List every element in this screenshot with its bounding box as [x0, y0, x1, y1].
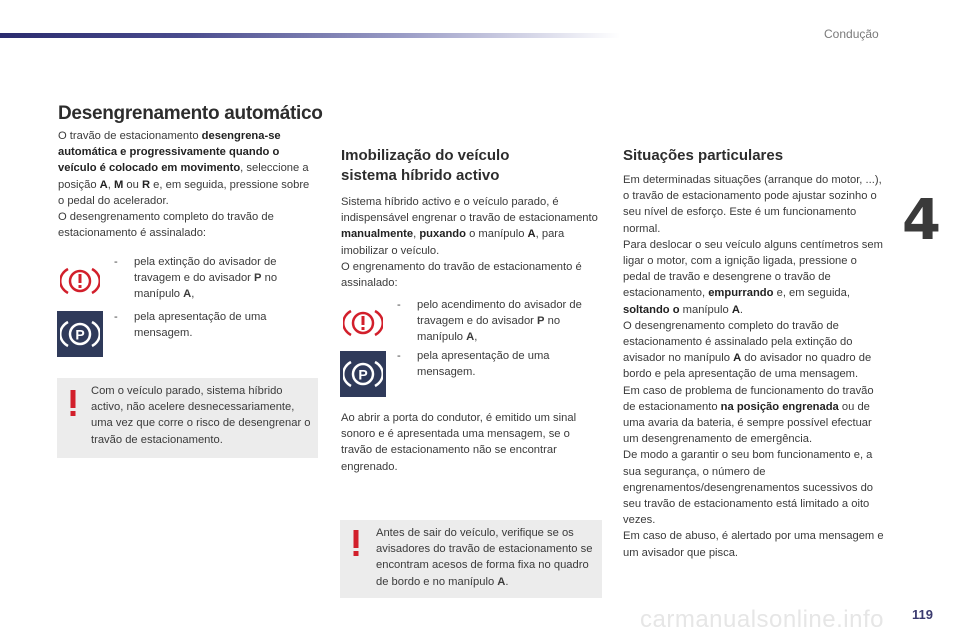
col1-warning-box: Com o veículo parado, sistema híbrido activo, não acelere desnecessariamente, uma vez que corre o risco de desengrenar o travão de estacionamento.: [57, 378, 318, 458]
brake-warning-icon: [57, 258, 103, 304]
section-label: Condução: [824, 27, 879, 41]
svg-text:P: P: [75, 326, 85, 343]
top-accent-bar: [0, 33, 620, 38]
col1-intro: O travão de estacionamento desengrena-se automática e progressivamente quando o veículo é colocado em movimento, seleccione a posição A, M ou R e, em seguida, pressione sobre o pedal do acelerador. O desengrenamento completo do travão de estacionamento é assinalado:: [58, 130, 310, 240]
parking-p-icon: [57, 311, 103, 357]
exclamation-icon: [67, 390, 79, 418]
col3-title: Situações particulares: [623, 147, 784, 164]
col2-intro: Sistema híbrido activo e o veículo parado, é indispensável engrenar o travão de estacionamento manualmente, puxando o manípulo A, para imobilizar o veículo. O engrenamento do travão de estacionamento é assinalado:: [341, 196, 598, 290]
watermark: carmanualsonline.info: [640, 606, 884, 633]
exclamation-icon: [350, 530, 362, 558]
col1-title: Desengrenamento automático: [58, 103, 323, 124]
col2-title: Imobilização do veículo sistema híbrido activo: [341, 147, 510, 184]
col2-section: [341, 146, 603, 291]
col3-section: [623, 146, 885, 561]
col2-door-paragraph: Ao abrir a porta do condutor, é emitido um sinal sonoro e é apresentada uma mensagem, se o travão de estacionamento não se encontrar engrenado.: [341, 412, 577, 473]
chapter-number: 4: [902, 188, 941, 253]
parking-p-icon-2: [340, 351, 386, 397]
col3-body: Em determinadas situações (arranque do motor, ...), o travão de estacionamento pode ajustar sozinho o seu nível de esforço. Este é um funcionamento normal. Para deslocar o seu veículo alguns centímetros sem ligar o motor, com a ignição ligada, pressione o pedal de travão e desengrene o travão de estacionamento, empurrando e, em seguida, soltando o manípulo A. O desengrenamento completo do travão de estacionamento é assinalado pela extinção do avisador no manípulo A do avisador no quadro de bordo e pela apresentação de uma mensagem. Em caso de problema de funcionamento do travão de estacionamento na posição engrenada ou de uma avaria da bateria, é sempre possível efectuar um desengrenamento de emergência. De modo a garantir o seu bom funcionamento e, a sua segurança, o número de engrenamentos/desengrenamentos sucessivos do seu travão de estacionamento está limitado a oito vezes. Em caso de abuso, é alertado por uma mensagem e um avisador que pisca.: [623, 174, 884, 559]
brake-warning-icon-2: [340, 300, 386, 346]
page-number: 119: [912, 607, 933, 622]
col2-warning-box: Antes de sair do veículo, verifique se os avisadores do travão de estacionamento se encontram acesos de forma fixa no quadro de bordo e no manípulo A.: [340, 520, 602, 598]
svg-text:P: P: [358, 366, 368, 383]
